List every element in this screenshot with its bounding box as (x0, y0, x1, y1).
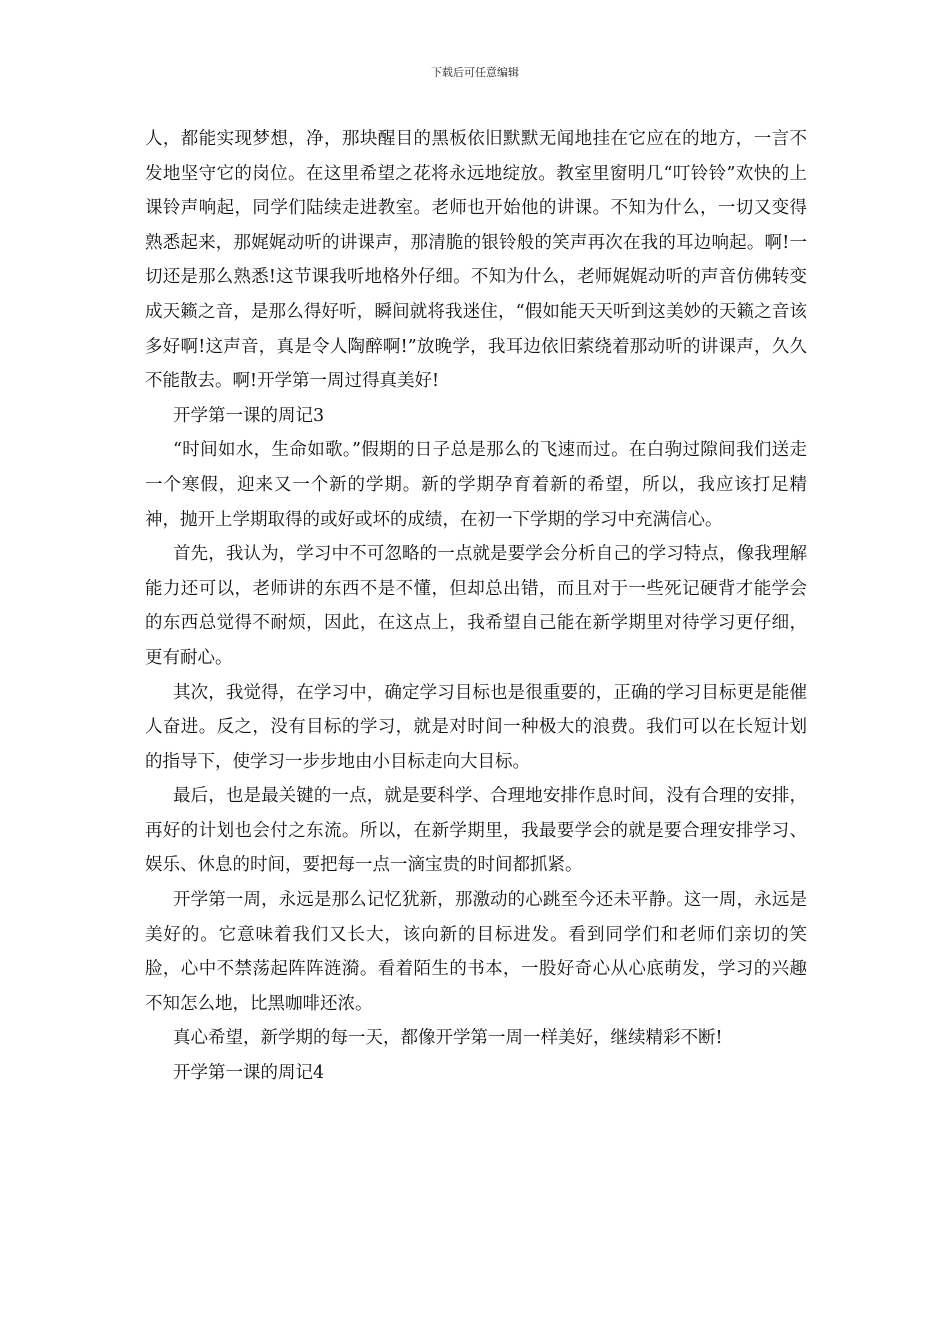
paragraph: 其次，我觉得，在学习中，确定学习目标也是很重要的，正确的学习目标更是能催人奋进。反之，没有目标的学习，就是对时间一种极大的浪费。我们可以在长短计划的指导下，使学习一步步地由小目标走向大目标。 (145, 682, 807, 772)
paragraph: 真心希望，新学期的每一天，都像开学第一周一样美好，继续精彩不断! (173, 1028, 723, 1049)
document-body (145, 122, 807, 1091)
paragraph: “时间如水，生命如歌。”假期的日子总是那么的飞速而过。在白驹过隙间我们送走一个寒假，迎来又一个新的学期。新的学期孕育着新的希望，所以，我应该打足精神，抛开上学期取得的或好或坏的成绩，在初一下学期的学习中充满信心。 (145, 440, 807, 530)
paragraph: 最后，也是最关键的一点，就是要科学、合理地安排作息时间，没有合理的安排，再好的计划也会付之东流。所以，在新学期里，我最要学会的就是要合理安排学习、娱乐、休息的时间，要把每一点一滴宝贵的时间都抓紧。 (145, 786, 807, 876)
section-heading: 开学第一课的周记3 (173, 405, 325, 426)
paragraph: 首先，我认为，学习中不可忽略的一点就是要学会分析自己的学习特点，像我理解能力还可以，老师讲的东西不是不懂，但却总出错，而且对于一些死记硬背才能学会的东西总觉得不耐烦，因此，在这点上，我希望自己能在新学期里对待学习更仔细，更有耐心。 (145, 544, 807, 668)
page-header: 下载后可任意编辑 (431, 66, 519, 79)
paragraph: 开学第一周，永远是那么记忆犹新，那激动的心跳至今还未平静。这一周，永远是美好的。它意味着我们又长大，该向新的目标进发。看到同学们和老师们亲切的笑脸，心中不禁荡起阵阵涟漪。看着陌生的书本，一股好奇心从心底萌发，学习的兴趣不知怎么地，比黑咖啡还浓。 (145, 890, 807, 1014)
section-heading: 开学第一课的周记4 (173, 1063, 325, 1084)
paragraph: 人，都能实现梦想，净，那块醒目的黑板依旧默默无闻地挂在它应在的地方，一言不发地坚守它的岗位。在这里希望之花将永远地绽放。教室里窗明几“叮铃铃”欢快的上课铃声响起，同学们陆续走进教室。老师也开始他的讲课。不知为什么，一切又变得熟悉起来，那娓娓动听的讲课声，那清脆的银铃般的笑声再次在我的耳边响起。啊!一切还是那么熟悉!这节课我听地格外仔细。不知为什么，老师娓娓动听的声音仿佛转变成天籁之音，是那么得好听，瞬间就将我迷住，“假如能天天听到这美妙的天籁之音该多好啊!这声音，真是令人陶醉啊!”放晚学，我耳边依旧萦绕着那动听的讲课声，久久不能散去。啊!开学第一周过得真美好! (145, 129, 807, 392)
